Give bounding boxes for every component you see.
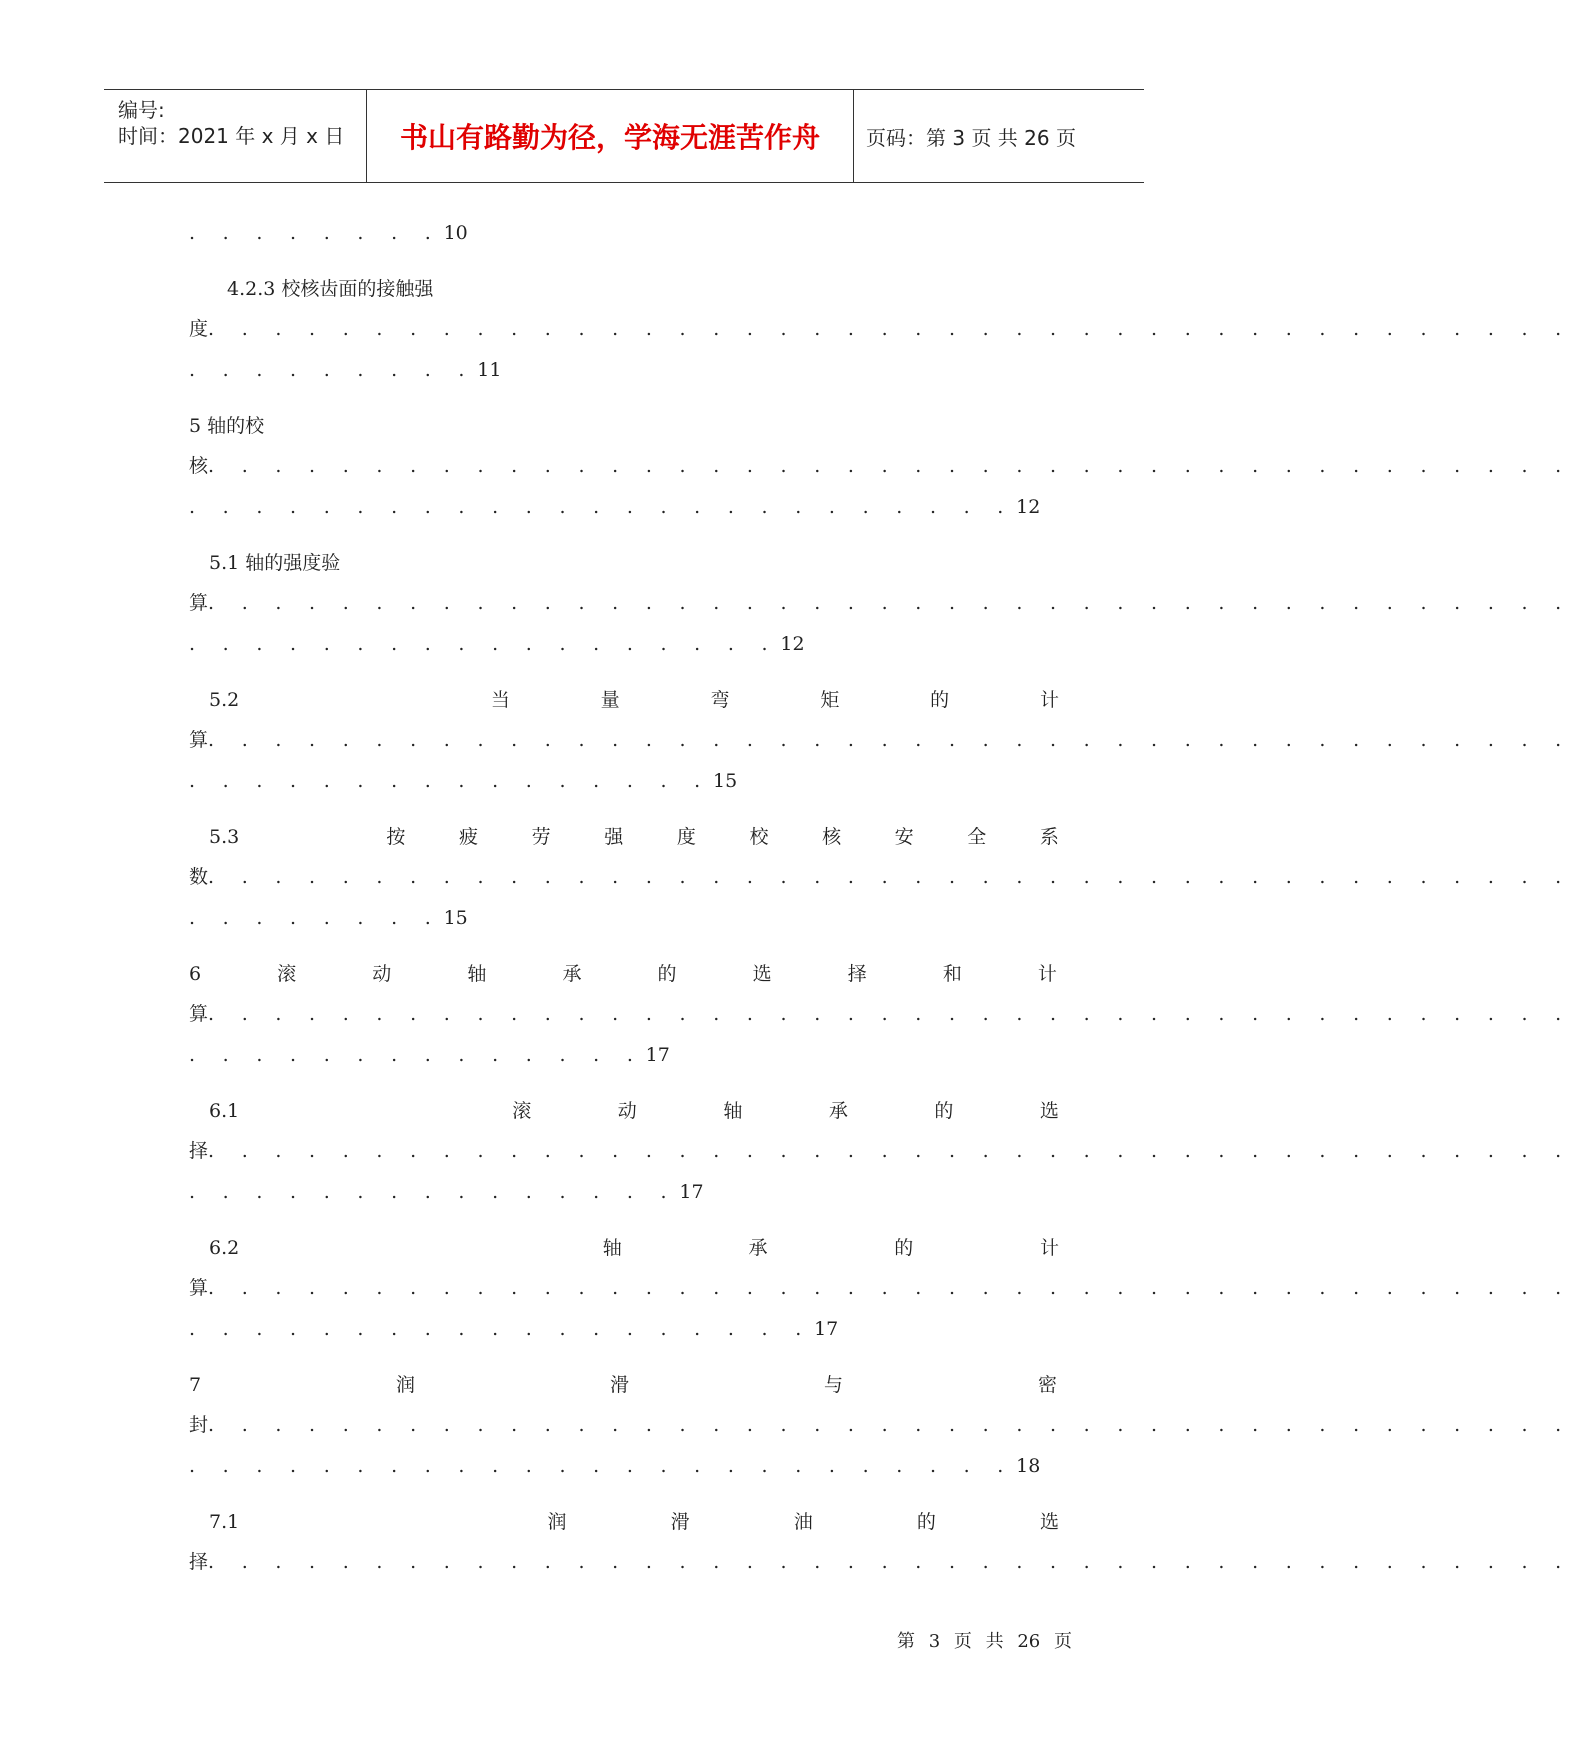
toc-entry-page-line — [189, 630, 1059, 658]
toc-entry-dots-line — [189, 863, 1572, 891]
toc-title-char: 校 — [749, 826, 769, 848]
toc-entry-title — [189, 686, 1059, 714]
toc-title-char: 承 — [562, 963, 582, 985]
toc-page-number: 15 — [443, 907, 468, 929]
toc-dots: . . . . . . . . . . . . . . . . . . . . . . . . . . . . . . . . . . . . . . . . . — [208, 1140, 1572, 1162]
toc-entry-tail-char: 算 — [189, 592, 209, 614]
toc-dots: . . . . . . . . . . . . . . . . . . . . . . . . . . . . . . . . . . . . . . . . . — [208, 318, 1572, 340]
toc-title-char: 选 — [752, 963, 772, 985]
toc-entry-dots-line — [189, 315, 1572, 343]
toc-entry-dots-line — [189, 1137, 1572, 1165]
toc-title-char: 计 — [1039, 689, 1059, 711]
toc-title-char: 轴 — [723, 1100, 743, 1122]
toc-title-char: 承 — [748, 1237, 768, 1259]
toc-entry-page-line — [189, 1315, 1059, 1343]
toc-title-char: 滚 — [277, 963, 297, 985]
toc-dots: . . . . . . . . . — [189, 359, 476, 381]
toc-entry-tail-char: 算 — [189, 729, 209, 751]
toc-page-number: 18 — [1016, 1455, 1041, 1477]
toc-title-char: 弯 — [710, 689, 730, 711]
toc-section-number: 6.2 — [209, 1237, 240, 1259]
toc-title-char: 矩 — [820, 689, 840, 711]
toc-page-number: 12 — [1016, 496, 1041, 518]
header-time-label: 时间：2021 年 x 月 x 日 — [118, 124, 345, 148]
toc-page-number: 12 — [780, 633, 805, 655]
header-number-label: 编号: — [118, 98, 165, 122]
toc-title-char: 与 — [823, 1374, 843, 1396]
toc-dots: . . . . . . . . — [189, 907, 442, 929]
header-motto: 书山有路勤为径，学海无涯苦作舟 — [367, 90, 854, 182]
toc-entry-dots-line — [189, 1548, 1572, 1576]
toc-dots: . . . . . . . . . . . . . . . . . . . . . . . . . . . . . . . . . . . . . . . . . — [208, 592, 1572, 614]
toc-entry-title — [189, 960, 1057, 988]
toc-title-char: 劳 — [531, 826, 551, 848]
toc-entry-page-line — [189, 904, 1059, 932]
toc-entry-page-line — [189, 493, 1059, 521]
toc-title-char: 选 — [1039, 1511, 1059, 1533]
toc-page-number: 17 — [645, 1044, 670, 1066]
toc-title-char: 全 — [967, 826, 987, 848]
toc-dots: . . . . . . . . . . . . . . . . . . — [189, 633, 779, 655]
toc-section-number: 5.3 — [209, 826, 240, 848]
toc-dots: . . . . . . . . . . . . . . . . . . . . . . . . . . . . . . . . . . . . . . . . . — [208, 1003, 1572, 1025]
toc-section-number: 6 — [189, 963, 202, 985]
toc-entry-title — [189, 823, 1059, 851]
header-meta-cell — [104, 90, 367, 182]
toc-entry-page-line — [189, 1041, 1059, 1069]
toc-page-number: 17 — [814, 1318, 839, 1340]
toc-dots: . . . . . . . . . . . . . . . . . . . . . . . . . . . . . . . . . . . . . . . . . — [208, 866, 1572, 888]
toc-title-char: 滚 — [512, 1100, 532, 1122]
toc-entry-tail-char: 择 — [189, 1140, 209, 1162]
toc-dots: . . . . . . . . . . . . . . . . . . . — [189, 1318, 813, 1340]
toc-section-number: 6.1 — [209, 1100, 240, 1122]
toc-entry-tail-char: 数 — [189, 866, 209, 888]
toc-title-char: 量 — [600, 689, 620, 711]
toc-entry-dots-line — [189, 1411, 1572, 1439]
toc-title-char: 动 — [372, 963, 392, 985]
toc-title-char: 计 — [1039, 1237, 1059, 1259]
toc-entry-dots-line — [189, 452, 1572, 480]
toc-dots: . . . . . . . . . . . . . . . . . . . . . . . . . . . . . . . . . . . . . . . . . — [208, 1414, 1572, 1436]
toc-entry-title — [189, 1508, 1059, 1536]
toc-title-char: 动 — [617, 1100, 637, 1122]
toc-page-number: 15 — [713, 770, 738, 792]
toc-page-number: 17 — [679, 1181, 704, 1203]
toc-title-char: 当 — [490, 689, 510, 711]
toc-dots: . . . . . . . . . . . . . . . . — [189, 770, 712, 792]
toc-entry-title: 4.2.3 校核齿面的接触强 — [227, 278, 434, 300]
toc-title-char: 的 — [657, 963, 677, 985]
toc-title-char: 选 — [1039, 1100, 1059, 1122]
toc-dots: . . . . . . . . — [189, 222, 442, 244]
toc-entry-title: 5 轴的校 — [189, 415, 265, 437]
toc-entry-continuation — [189, 219, 1059, 247]
toc-entry-title — [189, 1097, 1059, 1125]
toc-dots: . . . . . . . . . . . . . . . . . . . . . . . . . . . . . . . . . . . . . . . . . — [208, 1551, 1572, 1573]
toc-entry-tail-char: 择 — [189, 1551, 209, 1573]
toc-dots: . . . . . . . . . . . . . . — [189, 1044, 644, 1066]
toc-section-number: 5.2 — [209, 689, 240, 711]
toc-title-char: 和 — [942, 963, 962, 985]
toc-section-number: 7.1 — [209, 1511, 240, 1533]
toc-dots: . . . . . . . . . . . . . . . . . . . . . . . . . — [189, 1455, 1015, 1477]
toc-dots: . . . . . . . . . . . . . . . . . . . . . . . . . . . . . . . . . . . . . . . . . — [208, 455, 1572, 477]
toc-entry-tail-char: 度 — [189, 318, 209, 340]
toc-entry-title — [189, 1371, 1057, 1399]
toc-title-char: 承 — [828, 1100, 848, 1122]
toc-entry-page-line — [189, 1178, 1059, 1206]
toc-title-char: 系 — [1039, 826, 1059, 848]
toc-entry-tail-char: 核 — [189, 455, 209, 477]
toc-entry-page-line — [189, 1452, 1059, 1480]
toc-entry-tail-char: 封 — [189, 1414, 209, 1436]
toc-dots: . . . . . . . . . . . . . . . . . . . . . . . . . — [189, 496, 1015, 518]
toc-title-char: 轴 — [467, 963, 487, 985]
toc-entry-tail-char: 算 — [189, 1003, 209, 1025]
toc-page-number: 11 — [477, 359, 502, 381]
toc-title-char: 轴 — [602, 1237, 622, 1259]
toc-title-char: 滑 — [670, 1511, 690, 1533]
toc-page-number: 10 — [443, 222, 468, 244]
page-header — [104, 89, 1144, 183]
toc-title-char: 的 — [934, 1100, 954, 1122]
toc-title-char: 油 — [793, 1511, 813, 1533]
toc-entry-title: 5.1 轴的强度验 — [209, 552, 341, 574]
toc-title-char: 强 — [604, 826, 624, 848]
toc-entry-title — [189, 1234, 1059, 1262]
toc-dots: . . . . . . . . . . . . . . . . . . . . . . . . . . . . . . . . . . . . . . . . . — [208, 1277, 1572, 1299]
toc-entry-page-line — [189, 767, 1059, 795]
toc-section-number: 7 — [189, 1374, 202, 1396]
toc-title-char: 度 — [676, 826, 696, 848]
toc-title-char: 按 — [386, 826, 406, 848]
toc-title-char: 密 — [1037, 1374, 1057, 1396]
toc-title-char: 安 — [894, 826, 914, 848]
toc-title-char: 润 — [396, 1374, 416, 1396]
toc-title-char: 滑 — [610, 1374, 630, 1396]
toc-title-char: 疲 — [459, 826, 479, 848]
toc-dots: . . . . . . . . . . . . . . . — [189, 1181, 678, 1203]
toc-title-char: 的 — [894, 1237, 914, 1259]
toc-entry-dots-line — [189, 589, 1572, 617]
toc-entry-tail-char: 算 — [189, 1277, 209, 1299]
toc-title-char: 润 — [547, 1511, 567, 1533]
toc-title-char: 计 — [1037, 963, 1057, 985]
toc-dots: . . . . . . . . . . . . . . . . . . . . . . . . . . . . . . . . . . . . . . . . . — [208, 729, 1572, 751]
toc-entry-dots-line — [189, 1000, 1572, 1028]
toc-title-char: 核 — [822, 826, 842, 848]
toc-title-char: 择 — [847, 963, 867, 985]
page-footer: 第 3 页 共 26 页 — [897, 1631, 1072, 1652]
header-page-label: 页码：第 3 页 共 26 页 — [866, 125, 1076, 150]
toc-entry-dots-line — [189, 726, 1572, 754]
toc-title-char: 的 — [930, 689, 950, 711]
toc-title-char: 的 — [916, 1511, 936, 1533]
toc-entry-dots-line — [189, 1274, 1572, 1302]
toc-entry-page-line — [189, 356, 1059, 384]
